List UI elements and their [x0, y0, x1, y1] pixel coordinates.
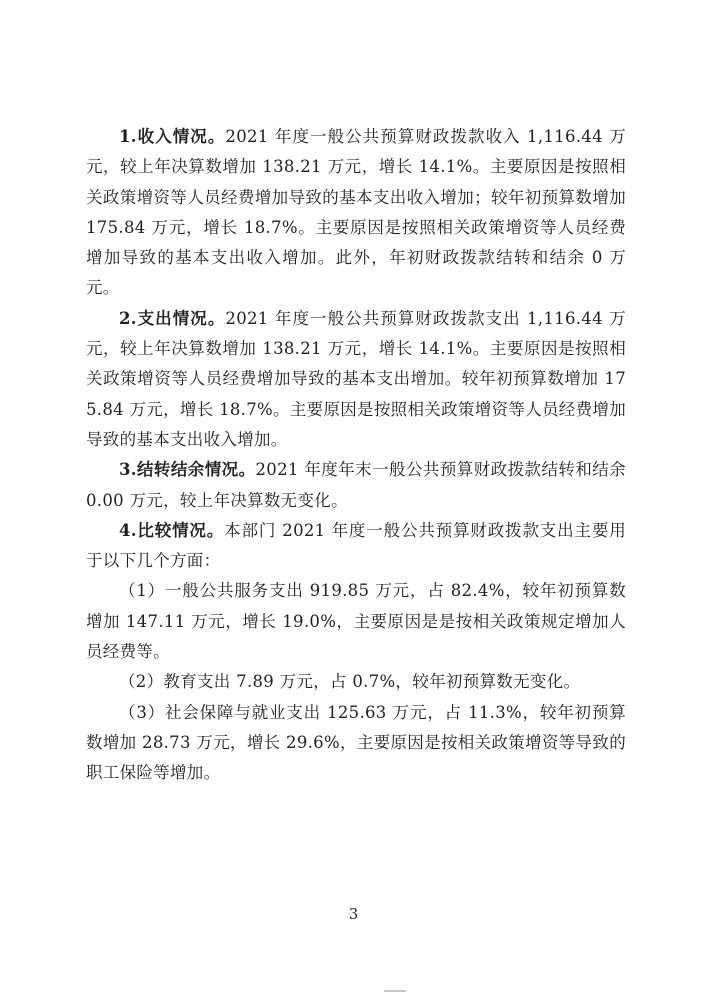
list-item-education: （2）教育支出 7.89 万元，占 0.7%，较年初预算数无变化。 — [119, 672, 581, 692]
scan-artifact-mark — [384, 990, 406, 992]
section-heading-expenditure: 2.支出情况。 — [119, 308, 226, 328]
section-heading-comparison: 4.比较情况。 — [119, 520, 225, 540]
document-body — [86, 122, 626, 789]
section-heading-carryover: 3.结转结余情况。 — [119, 460, 256, 480]
section-heading-income: 1.收入情况。 — [119, 127, 226, 146]
section-expenditure — [86, 304, 626, 455]
section-carryover — [86, 455, 626, 516]
list-item-general-public-services: （1）一般公共服务支出 919.85 万元，占 82.4%，较年初预算数增加 147.11 万元，增长 19.0%，主要原因是是按相关政策规定增加人员经费等。 — [86, 581, 626, 662]
section-body-income: 2021 年度一般公共预算财政拨款收入 1,116.44 万元，较上年决算数增加 138.21 万元，增长 14.1%。主要原因是按照相关政策增资等人员经费增加导致的基本支出收入增加；较年初预算数增加 175.84 万元，增长 18.7%。主要原因是按照相关政策增资等人员经费增加导致的基本支出收入增加。此外，年初财政拨款结转和结余 0 万元。 — [86, 127, 627, 298]
section-body-carryover: 2021 年度年末一般公共预算财政拨款结转和结余 0.00 万元，较上年决算数无变化。 — [86, 460, 626, 510]
section-income — [86, 122, 626, 304]
section-body-comparison: 本部门 2021 年度一般公共预算财政拨款支出主要用于以下几个方面： — [86, 520, 627, 571]
section-comparison — [86, 516, 626, 577]
page-number: 3 — [348, 905, 359, 923]
list-item-social-security: （3）社会保障与就业支出 125.63 万元，占 11.3%，较年初预算数增加 28.73 万元，增长 29.6%，主要原因是按相关政策增资等导致的职工保险等增加。 — [86, 702, 626, 783]
section-body-expenditure: 2021 年度一般公共预算财政拨款支出 1,116.44 万元，较上年决算数增加 138.21 万元，增长 14.1%。主要原因是按照相关政策增资等人员经费增加导致的基本支出增加。较年初预算数增加 175.84 万元，增长 18.7%。主要原因是按照相关政策增资等人员经费增加导致的基本支出收入增加。 — [86, 308, 627, 449]
